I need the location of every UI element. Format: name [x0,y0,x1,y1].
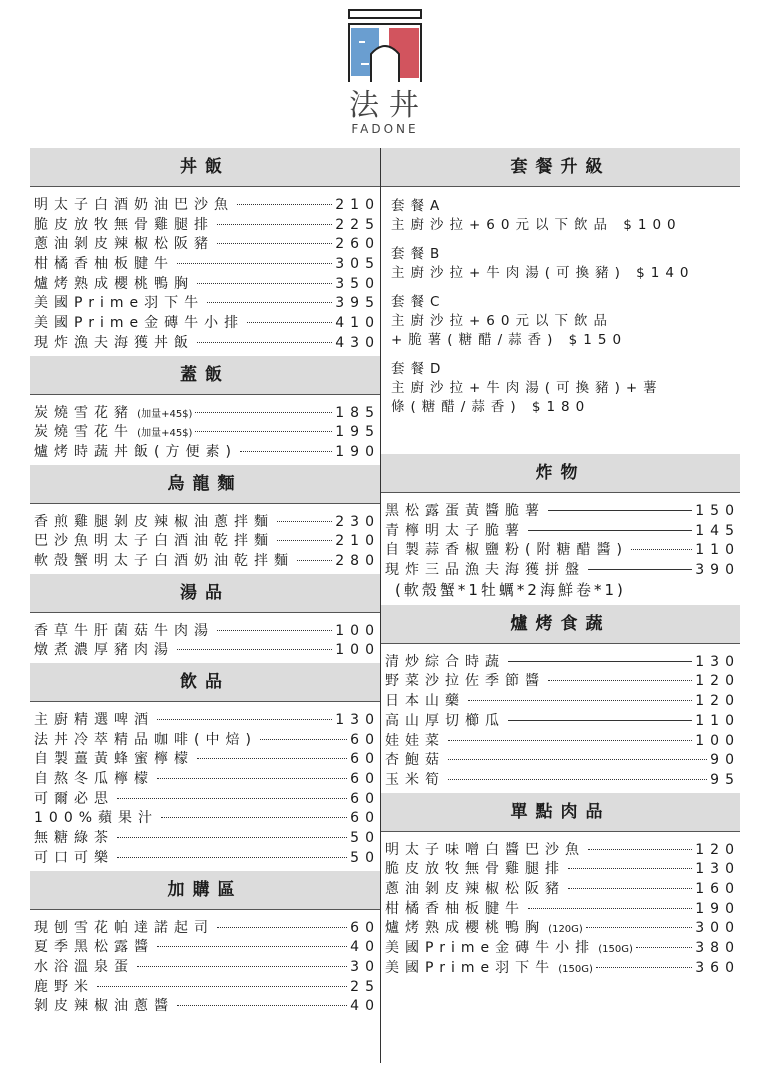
menu-item [34,936,380,956]
item-name: 美國Prime金磚牛小排 [34,315,245,332]
item-price: 60 [350,771,380,788]
item-list [30,395,380,465]
item-price: 60 [350,790,380,807]
item-price: 225 [335,216,380,233]
menu-item [34,917,380,937]
item-price: 280 [335,552,380,569]
menu-item [34,332,380,352]
set-section [381,148,740,454]
leader-line [448,740,692,741]
item-name: 娃娃菜 [385,732,445,749]
item-price: 195 [335,424,380,441]
item-price: 145 [695,522,740,539]
item-price: 410 [335,315,380,332]
menu-item [385,749,740,769]
item-price: 210 [335,197,380,213]
item-price: 100 [695,732,740,749]
item-name: 炭燒雪花牛 (加量+45$) [34,424,193,441]
item-name: 脆皮放牧無骨雞腿排 [34,216,214,233]
menu-item [34,233,380,253]
menu-item [34,807,380,827]
menu-item [34,194,380,214]
menu-item [385,957,740,977]
item-price: 430 [335,334,380,351]
item-list [30,187,380,356]
item-price: 120 [695,673,740,690]
item-price: 25 [350,978,380,995]
menu-item [34,312,380,332]
menu-item [34,292,380,312]
item-name: 可口可樂 [34,849,114,866]
set-detail: +脆薯(糖醋/蒜香) $150 [391,332,628,348]
item-price: 260 [335,236,380,253]
set-option [391,357,740,414]
item-price: 300 [695,920,740,937]
menu-item [385,500,740,520]
menu-item [385,710,740,730]
item-name: 柑橘香柚板腱牛 [385,900,525,917]
menu-item [385,858,740,878]
leader-line [297,560,332,561]
item-price: 185 [335,404,380,421]
leader-line [588,569,692,570]
menu-item [385,690,740,710]
item-price: 60 [350,731,380,748]
menu-item [385,559,740,579]
leader-line [548,680,692,681]
leader-line [117,857,347,858]
brand-name: 法丼 [349,88,429,123]
leader-line [568,888,692,889]
leader-line [508,720,692,721]
menu-item [34,214,380,234]
leader-line [97,986,347,987]
item-price: 40 [350,998,380,1015]
leader-line [548,510,692,511]
set-detail: 主廚沙拉+牛肉湯(可換豬)+薯 [391,380,663,396]
item-price: 190 [335,443,380,460]
section-title: 烏龍麵 [30,465,380,504]
item-price: 60 [350,810,380,827]
item-price: 100 [335,642,380,659]
right-sections [381,454,740,980]
leader-line [586,927,692,928]
leader-line [197,758,347,759]
item-price: 350 [335,275,380,292]
set-detail: 條(糖醋/蒜香) $180 [391,399,591,415]
set-option [391,194,740,232]
spacer [391,280,740,290]
section-title: 丼飯 [30,148,380,187]
item-list [30,613,380,663]
item-price: 95 [710,771,740,788]
section-title: 飲品 [30,663,380,702]
leader-line [468,700,692,701]
menu-item [385,839,740,859]
item-price: 210 [335,533,380,550]
leader-line [528,530,692,531]
item-note: (120G) [545,924,583,936]
leader-line [177,263,332,264]
item-name: 香草牛肝菌菇牛肉湯 [34,622,214,639]
item-name: 明太子味噌白醬巴沙魚 [385,841,585,858]
section-title: 套餐升級 [381,148,740,187]
leader-line [508,661,692,662]
leader-line [277,540,332,541]
item-name: 自製薑黃蜂蜜檸檬 [34,751,194,768]
item-name: 黑松露蛋黃醬脆薯 [385,503,545,519]
item-name: 鹿野米 [34,978,94,995]
item-name: 巴沙魚明太子白酒油乾拌麵 [34,533,274,550]
menu-item [34,748,380,768]
leader-line [157,946,347,947]
menu-item [34,847,380,867]
menu-item [34,511,380,531]
leader-line [157,778,347,779]
fadone-arch-icon [345,8,425,86]
item-name: 自熬冬瓜檸檬 [34,771,154,788]
leader-line [260,739,347,740]
menu-item [34,976,380,996]
menu-section [30,356,380,465]
menu-item [385,878,740,898]
menu-item [385,520,740,540]
item-name: 玉米筍 [385,771,445,788]
menu-item [34,253,380,273]
leader-line [596,967,692,968]
item-name: 青檸明太子脆薯 [385,522,525,539]
item-price: 60 [350,919,380,936]
item-note: (加量+45$) [134,408,193,420]
item-price: 100 [335,622,380,639]
item-name: 香煎雞腿剝皮辣椒油蔥拌麵 [34,513,274,530]
menu-section [381,454,740,605]
leader-line [217,927,347,928]
leader-line [217,630,332,631]
leader-line [137,966,347,967]
menu-item [34,550,380,570]
leader-line [631,549,692,550]
brand-logo [330,8,440,136]
item-name: 100%蘋果汁 [34,810,159,827]
item-price: 110 [695,712,740,729]
item-name: 炭燒雪花豬 (加量+45$) [34,404,193,421]
menu-item [385,917,740,937]
item-name: 清炒綜合時蔬 [385,653,505,670]
item-price: 130 [695,861,740,878]
leader-line [195,431,332,432]
right-column [381,148,740,980]
menu-item [34,441,380,461]
item-list [30,910,380,1019]
leader-line [195,412,332,413]
leader-line [197,283,332,284]
item-name: 美國Prime羽下牛 (150G) [385,959,593,976]
leader-line [448,759,707,760]
set-label: 套餐D [391,361,447,377]
menu-item [34,956,380,976]
leader-line [157,719,332,720]
set-label: 套餐C [391,294,446,310]
menu-item [34,729,380,749]
menu-item [34,402,380,422]
menu-section [30,465,380,574]
menu-item [34,827,380,847]
item-list [381,832,740,981]
leader-line [197,342,332,343]
item-price: 110 [695,542,740,559]
menu-item [34,421,380,441]
menu-section [30,663,380,871]
item-name: 現炸漁夫海獲丼飯 [34,334,194,351]
menu-item [34,995,380,1015]
item-list [381,644,740,793]
set-option [391,290,740,347]
item-name: 美國Prime羽下牛 [34,295,205,312]
leader-line [217,224,332,225]
item-name: 水浴溫泉蛋 [34,958,134,975]
item-list [30,504,380,574]
item-name: 蔥油剝皮辣椒松阪豬 [34,236,214,253]
menu-item [34,639,380,659]
menu-item [34,709,380,729]
item-price: 50 [350,849,380,866]
menu-item [34,788,380,808]
item-name: 脆皮放牧無骨雞腿排 [385,861,565,878]
menu-item [385,670,740,690]
section-title: 湯品 [30,574,380,613]
item-name: 蔥油剝皮辣椒松阪豬 [385,880,565,897]
section-title: 蓋飯 [30,356,380,395]
set-detail: 主廚沙拉+60元以下飲品 [391,313,613,329]
brand-name-en: FADONE [351,122,419,136]
item-name: 杏鮑菇 [385,752,445,769]
leader-line [636,947,692,948]
leader-line [207,302,332,303]
leader-line [217,243,332,244]
section-title: 單點肉品 [381,793,740,832]
leader-line [448,779,707,780]
item-price: 30 [350,958,380,975]
menu-item [385,730,740,750]
leader-line [237,204,332,205]
set-label: 套餐B [391,246,446,262]
leader-line [177,1005,347,1006]
item-name: 無糖綠茶 [34,830,114,847]
item-name: 燉煮濃厚豬肉湯 [34,642,174,659]
item-price: 230 [335,513,380,530]
set-list [381,187,740,454]
item-name: 主廚精選啤酒 [34,712,154,728]
leader-line [161,817,347,818]
item-name: 爐烤熟成櫻桃鴨胸 [34,275,194,292]
item-list [381,493,740,605]
item-name: 現炸三品漁夫海獲拼盤 [385,562,585,579]
item-note: (150G) [595,944,633,955]
item-price: 380 [695,940,740,956]
item-list [30,702,380,871]
menu-section [381,793,740,981]
item-name: 軟殼蟹明太子白酒奶油乾拌麵 [34,552,294,569]
item-name: 爐烤時蔬丼飯(方便素) [34,443,237,460]
leader-line [528,908,692,909]
menu-item [34,768,380,788]
item-name: 自製蒜香椒鹽粉(附糖醋醬) [385,542,628,559]
item-name: 法丼冷萃精品咖啡(中焙) [34,731,257,748]
set-detail: 主廚沙拉+牛肉湯(可換豬) $140 [391,265,695,281]
item-name: 美國Prime金磚牛小排 (150G) [385,940,633,956]
menu-item [385,898,740,918]
spacer [391,232,740,242]
item-name: 高山厚切櫛瓜 [385,712,505,729]
item-name: 現刨雪花帕達諾起司 [34,919,214,936]
item-price: 90 [710,752,740,769]
leader-line [117,837,347,838]
menu-section [30,574,380,663]
item-name: 野菜沙拉佐季節醬 [385,673,545,690]
leader-line [277,521,332,522]
leader-line [117,798,347,799]
item-price: 120 [695,841,740,858]
leader-line [240,451,332,452]
set-label: 套餐A [391,198,446,214]
section-title: 炸物 [381,454,740,493]
menu-section [30,148,380,356]
item-name: 明太子白酒奶油巴沙魚 [34,197,234,213]
item-price: 160 [695,880,740,897]
item-price: 50 [350,830,380,847]
item-name: 夏季黑松露醬 [34,939,154,956]
leader-line [588,849,692,850]
item-name: 剝皮辣椒油蔥醬 [34,998,174,1015]
menu-item [34,620,380,640]
leader-line [568,868,692,869]
menu-item [34,273,380,293]
item-name: 柑橘香柚板腱牛 [34,256,174,273]
item-note: (加量+45$) [134,428,193,440]
item-note: (軟殼蟹*1牡蠣*2海鮮卷*1) [395,580,626,599]
item-price: 60 [350,751,380,768]
item-price: 305 [335,256,380,273]
leader-line [177,649,332,650]
set-option [391,242,740,280]
item-name: 爐烤熟成櫻桃鴨胸 (120G) [385,920,583,937]
left-column [30,148,380,1019]
section-title: 加購區 [30,871,380,910]
item-price: 360 [695,959,740,976]
item-price: 40 [350,939,380,956]
item-price: 150 [695,503,740,519]
item-name: 日本山藥 [385,693,465,710]
item-name: 可爾必思 [34,790,114,807]
section-title: 爐烤食蔬 [381,605,740,644]
menu-section [30,871,380,1019]
menu-item [385,539,740,559]
menu-item [385,937,740,957]
menu-item [385,651,740,671]
item-price: 120 [695,693,740,710]
item-price: 390 [695,562,740,579]
item-price: 130 [335,712,380,728]
item-note: (150G) [555,963,593,975]
menu-item [34,530,380,550]
item-price: 190 [695,900,740,917]
item-price: 130 [695,653,740,670]
set-detail: 主廚沙拉+60元以下飲品 $100 [391,217,682,233]
item-price: 395 [335,295,380,312]
menu-item [385,769,740,789]
menu-section [381,605,740,793]
leader-line [247,322,332,323]
spacer [391,347,740,357]
